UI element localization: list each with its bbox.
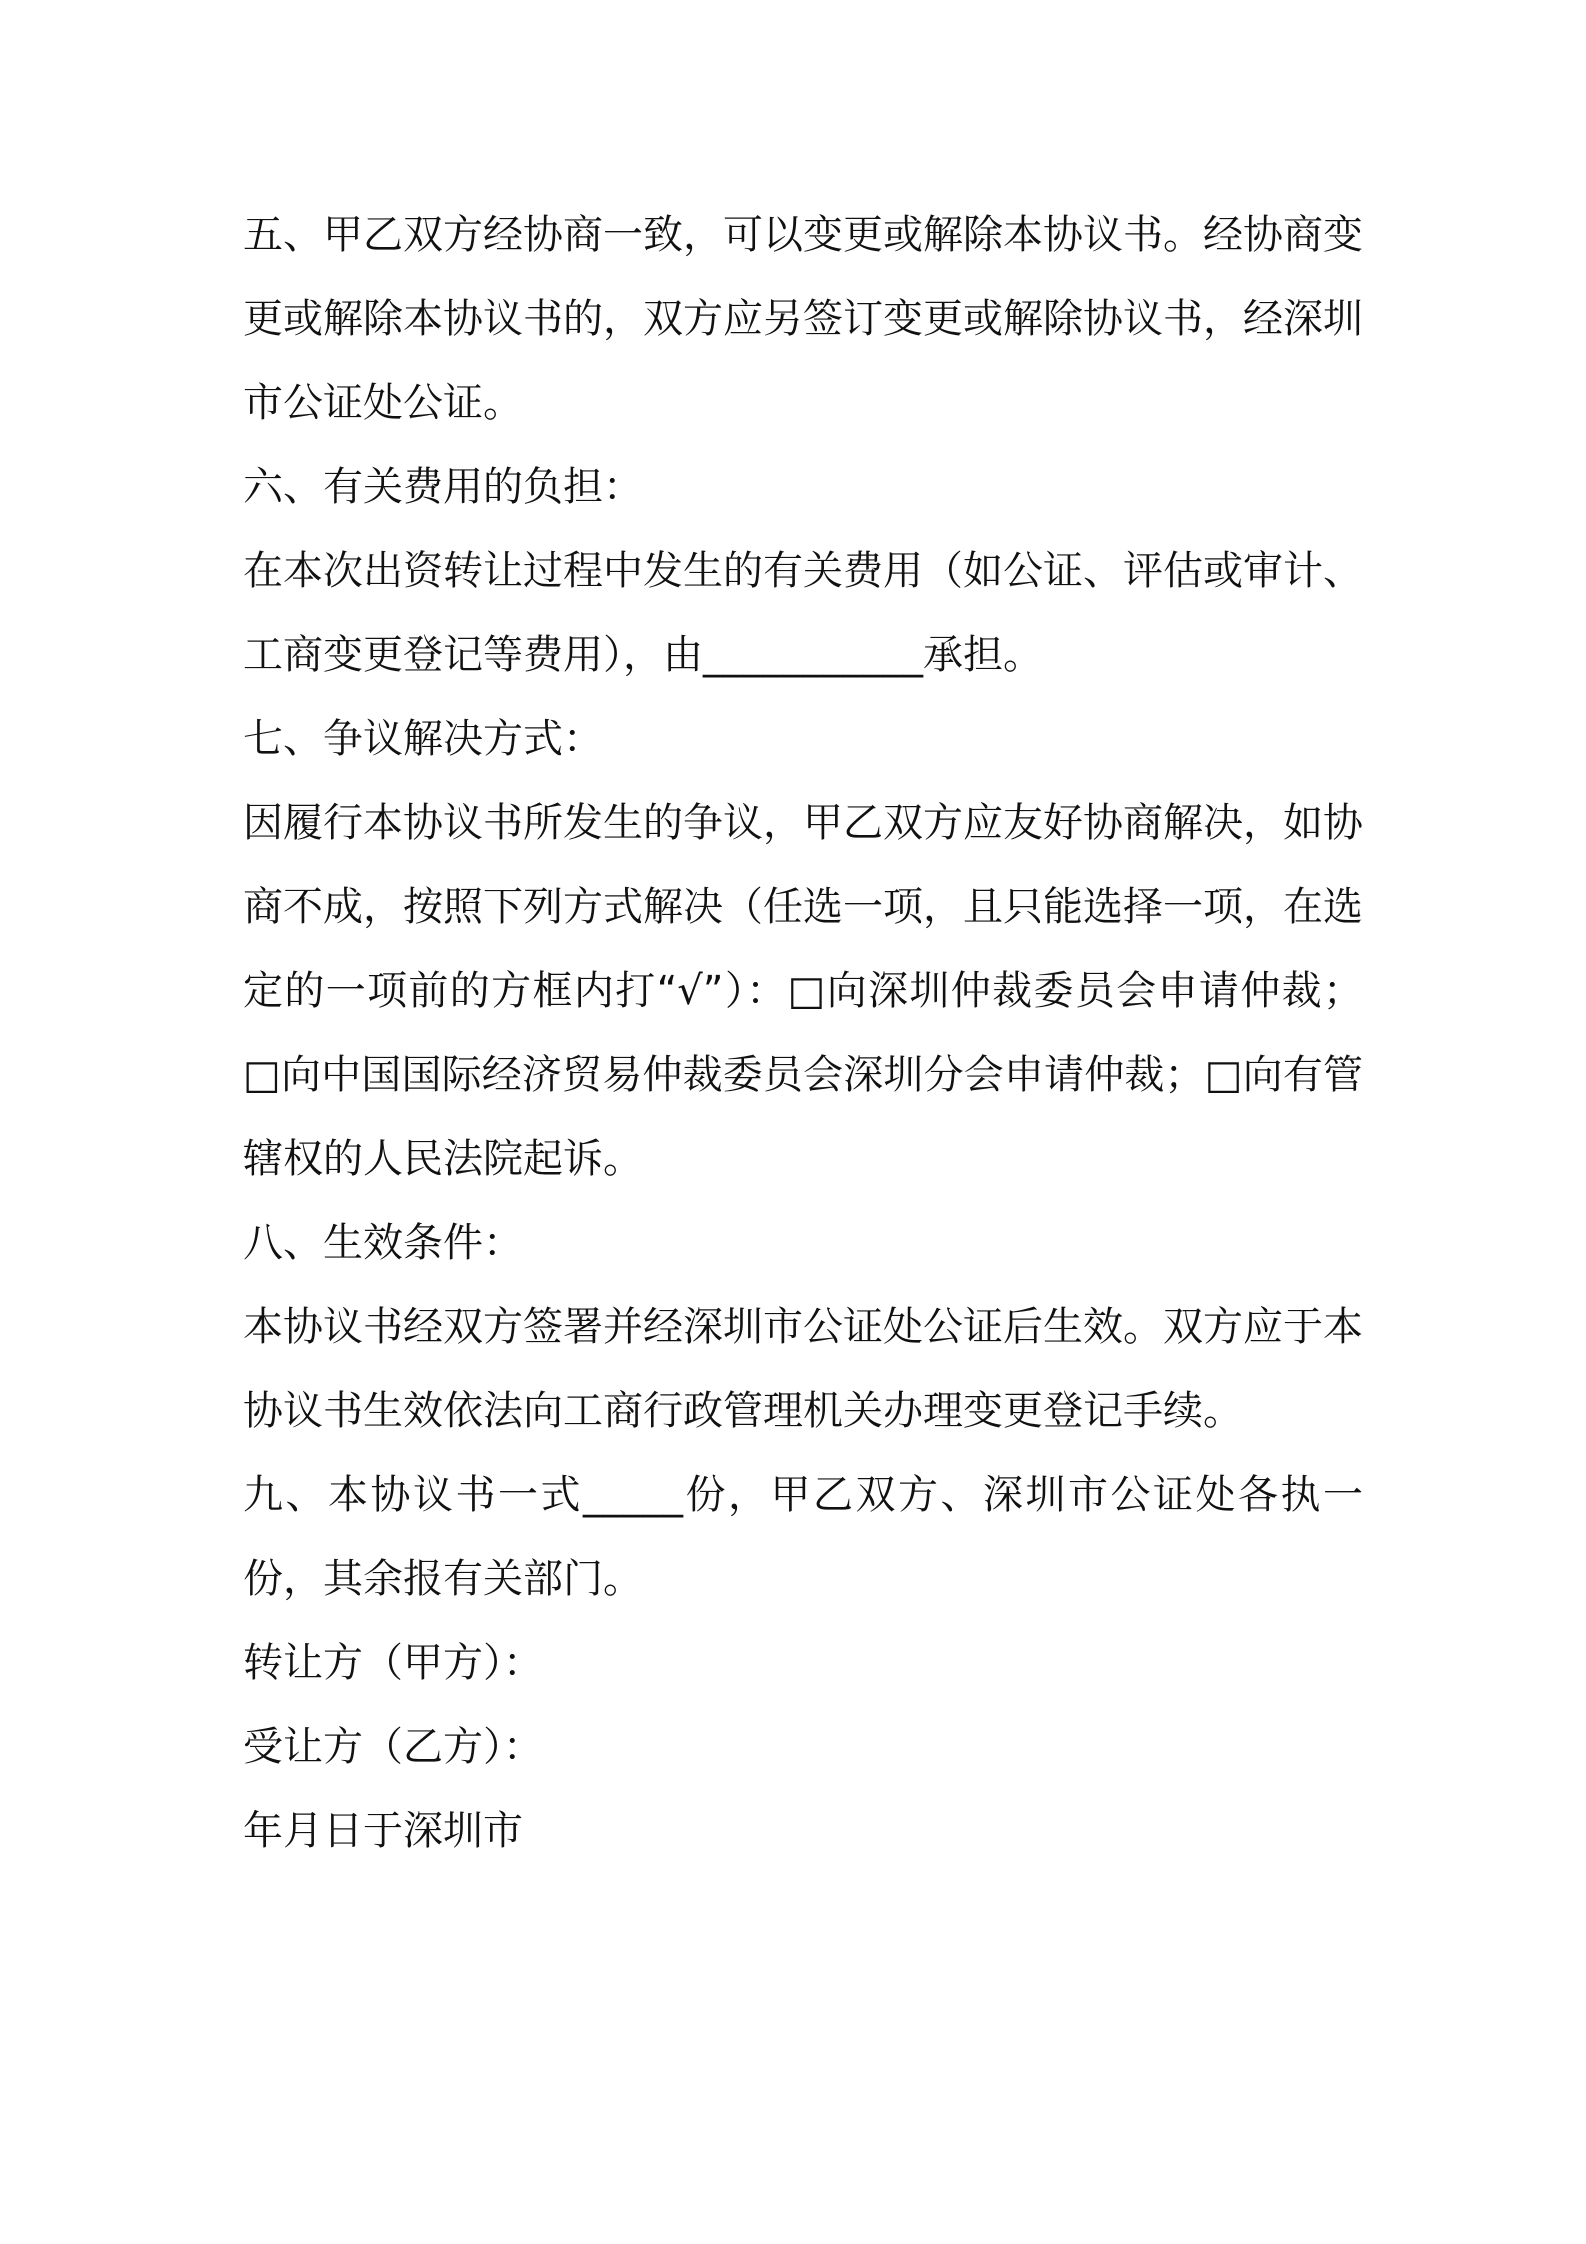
date-place-line: 年月日于深圳市 [243, 1808, 523, 1854]
clause-5-text: 五、甲乙双方经协商一致，可以变更或解除本协议书。经协商变更或解除本协议书的，双方应另签订变更或解除协议书，经深圳市公证处公证。 [243, 212, 1363, 426]
clause-6-text: 在本次出资转让过程中发生的有关费用（如公证、评估或审计、工商变更登记等费用），由___________承担。 [243, 548, 1363, 678]
clause-7-heading: 七、争议解决方式： [243, 716, 603, 762]
clause-6-heading: 六、有关费用的负担： [243, 464, 643, 510]
document-body [243, 193, 1363, 1873]
party-a-signature-label: 转让方（甲方）： [243, 1640, 543, 1686]
clause-8-text: 本协议书经双方签署并经深圳市公证处公证后生效。双方应于本协议书生效依法向工商行政管理机关办理变更登记手续。 [243, 1304, 1363, 1434]
clause-9-text: 九、本协议书一式_____份，甲乙双方、深圳市公证处各执一份，其余报有关部门。 [243, 1472, 1363, 1602]
clause-7-text: 因履行本协议书所发生的争议，甲乙双方应友好协商解决，如协商不成，按照下列方式解决（任选一项，且只能选择一项，在选定的一项前的方框内打“√”）：□向深圳仲裁委员会申请仲裁；□向中国国际经济贸易仲裁委员会深圳分会申请仲裁；□向有管辖权的人民法院起诉。 [243, 800, 1363, 1182]
party-b-signature-label: 受让方（乙方）： [243, 1724, 543, 1770]
clause-8-heading: 八、生效条件： [243, 1220, 523, 1266]
